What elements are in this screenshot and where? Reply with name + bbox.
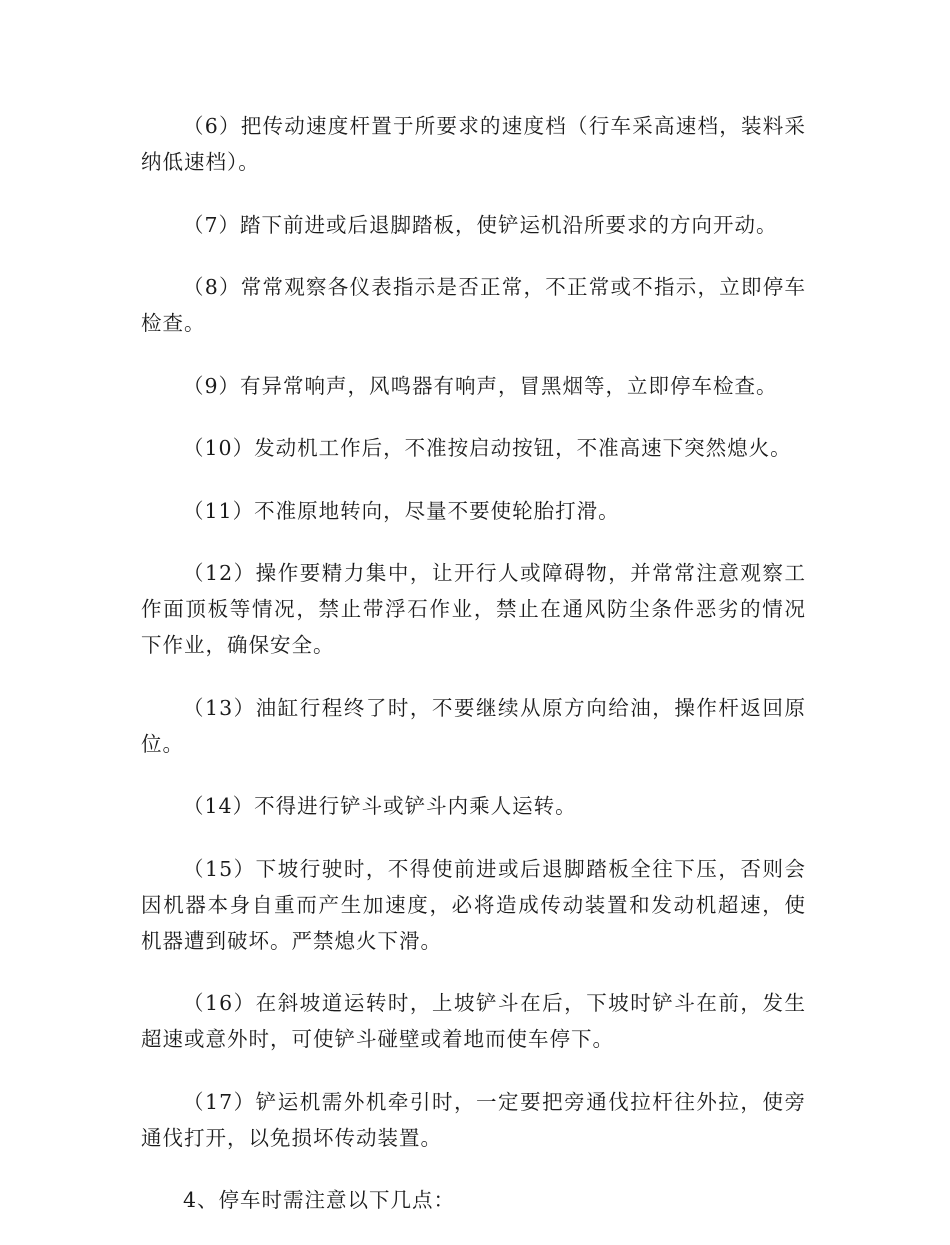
paragraph-item-15: （15）下坡行驶时，不得使前进或后退脚踏板全往下压，否则会因机器本身自重而产生加速度，必将造成传动装置和发动机超速，使机器遭到破坏。严禁熄火下滑。 [141, 856, 806, 953]
paragraph-item-9: （9）有异常响声，风鸣器有响声，冒黑烟等，立即停车检查。 [183, 373, 778, 398]
paragraph-item-12: （12）操作要精力集中，让开行人或障碍物，并常常注意观察工作面顶板等情况，禁止带浮石作业，禁止在通风防尘条件恶劣的情况下作业，确保安全。 [141, 561, 806, 657]
paragraph-item-14: （14）不得进行铲斗或铲斗内乘人运转。 [183, 794, 577, 818]
paragraph-item-11: （11）不准原地转向，尽量不要使轮胎打滑。 [183, 498, 620, 523]
paragraph-item-16: （16）在斜坡道运转时，上坡铲斗在后，下坡时铲斗在前，发生超速或意外时，可使铲斗碰壁或着地而使车停下。 [141, 991, 806, 1051]
paragraph-item-6: （6）把传动速度杆置于所要求的速度档（行车采高速档，装料采纳低速档）。 [141, 114, 806, 174]
paragraph-item-8: （8）常常观察各仪表指示是否正常，不正常或不指示，立即停车检查。 [141, 275, 806, 335]
paragraph-item-13: （13）油缸行程终了时，不要继续从原方向给油，操作杆返回原位。 [141, 695, 806, 756]
paragraph-item-7: （7）踏下前进或后退脚踏板，使铲运机沿所要求的方向开动。 [183, 212, 778, 237]
section-heading: 4、停车时需注意以下几点： [183, 1188, 456, 1212]
paragraph-item-17: （17）铲运机需外机牵引时，一定要把旁通伐拉杆往外拉，使旁通伐打开，以免损坏传动装置。 [141, 1089, 806, 1150]
paragraph-item-10: （10）发动机工作后，不准按启动按钮，不准高速下突然熄火。 [183, 436, 792, 460]
document-body [141, 108, 806, 1245]
